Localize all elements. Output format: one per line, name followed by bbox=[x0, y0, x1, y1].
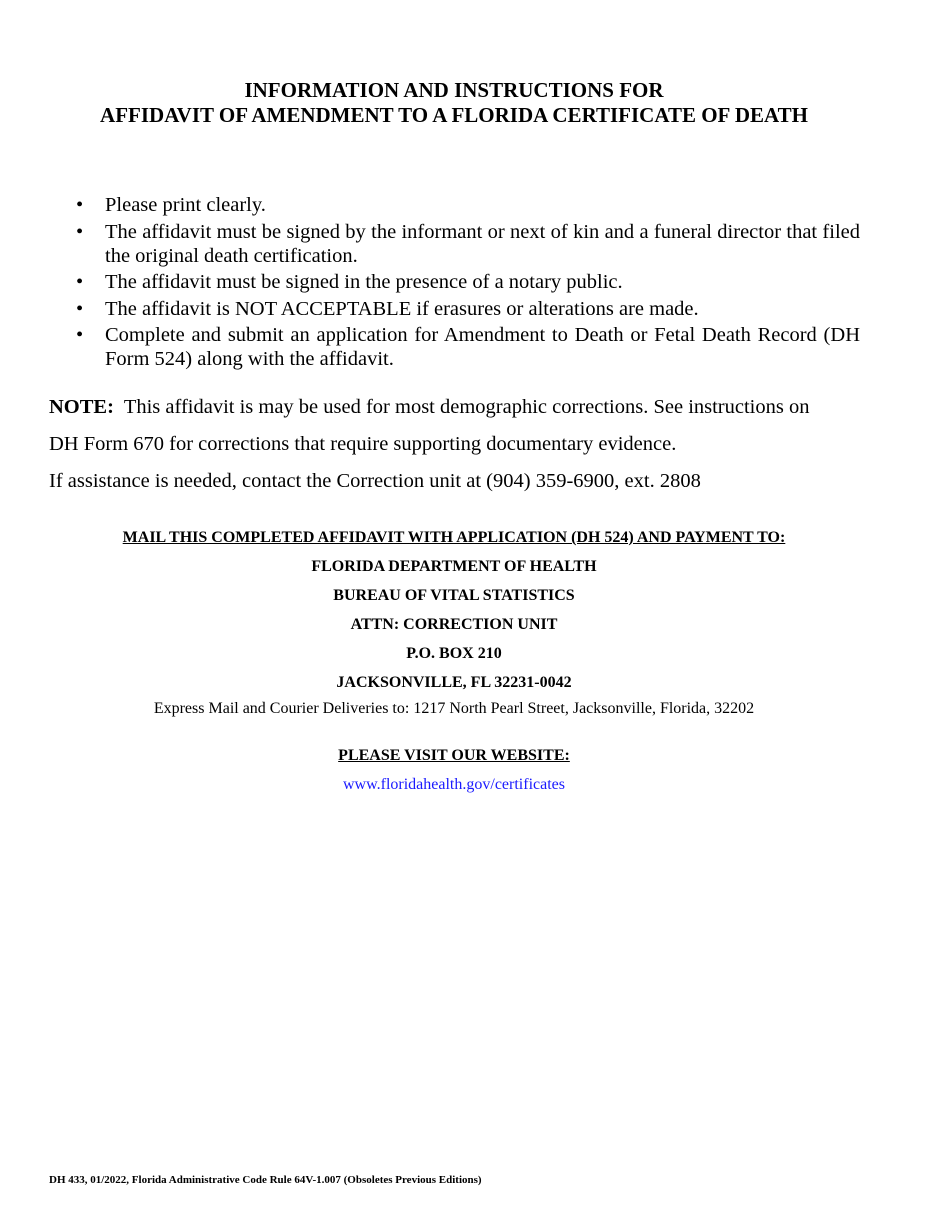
assistance-line bbox=[49, 469, 869, 493]
instruction-item bbox=[72, 270, 860, 294]
instruction-text: Please print clearly. bbox=[105, 194, 266, 216]
instruction-item bbox=[72, 193, 860, 217]
title-line-1: INFORMATION AND INSTRUCTIONS FOR bbox=[244, 78, 664, 102]
note-label: NOTE: bbox=[49, 396, 114, 418]
document-title bbox=[0, 78, 908, 128]
address-line-4: P.O. BOX 210 bbox=[406, 645, 502, 662]
note-text-2: DH Form 670 for corrections that require supporting documentary evidence. bbox=[49, 433, 677, 455]
bullet-icon: • bbox=[76, 297, 84, 320]
instruction-text: Complete and submit an application for Amendment to Death or Fetal Death Record (DH Form 524) along with the affidavit. bbox=[105, 324, 860, 370]
website-link[interactable]: www.floridahealth.gov/certificates bbox=[343, 776, 565, 793]
instruction-list bbox=[72, 193, 860, 374]
form-footer: DH 433, 01/2022, Florida Administrative Code Rule 64V-1.007 (Obsoletes Previous Editions) bbox=[49, 1174, 482, 1186]
note-line-1 bbox=[49, 395, 869, 419]
bullet-icon: • bbox=[76, 324, 84, 346]
address-line-2: BUREAU OF VITAL STATISTICS bbox=[333, 587, 575, 604]
instruction-item bbox=[72, 297, 860, 321]
address-line-1: FLORIDA DEPARTMENT OF HEALTH bbox=[311, 558, 597, 575]
mailing-section bbox=[0, 527, 908, 796]
bullet-icon: • bbox=[76, 271, 84, 293]
mailing-heading: MAIL THIS COMPLETED AFFIDAVIT WITH APPLICATION (DH 524) AND PAYMENT TO: bbox=[122, 529, 786, 546]
express-delivery-text: Express Mail and Courier Deliveries to: 1217 North Pearl Street, Jacksonville, Florida, 32202 bbox=[153, 700, 755, 717]
instruction-item bbox=[72, 220, 860, 268]
assistance-text: If assistance is needed, contact the Correction unit at (904) 359-6900, ext. 2808 bbox=[49, 470, 701, 492]
bullet-icon: • bbox=[76, 194, 84, 216]
note-text-1: This affidavit is may be used for most demographic corrections. See instructions on bbox=[123, 396, 810, 418]
address-line-5: JACKSONVILLE, FL 32231-0042 bbox=[336, 674, 572, 691]
website-heading: PLEASE VISIT OUR WEBSITE: bbox=[338, 747, 570, 764]
instruction-text: The affidavit must be signed by the informant or next of kin and a funeral director that filed the original death certification. bbox=[105, 220, 860, 267]
bullet-icon: • bbox=[76, 220, 84, 243]
instruction-text: The affidavit is NOT ACCEPTABLE if erasures or alterations are made. bbox=[105, 297, 699, 320]
address-line-3: ATTN: CORRECTION UNIT bbox=[350, 616, 558, 633]
note-line-2 bbox=[49, 432, 869, 456]
instruction-text: The affidavit must be signed in the presence of a notary public. bbox=[105, 271, 623, 293]
title-line-2: AFFIDAVIT OF AMENDMENT TO A FLORIDA CERTIFICATE OF DEATH bbox=[100, 103, 808, 127]
instruction-item bbox=[72, 323, 860, 371]
